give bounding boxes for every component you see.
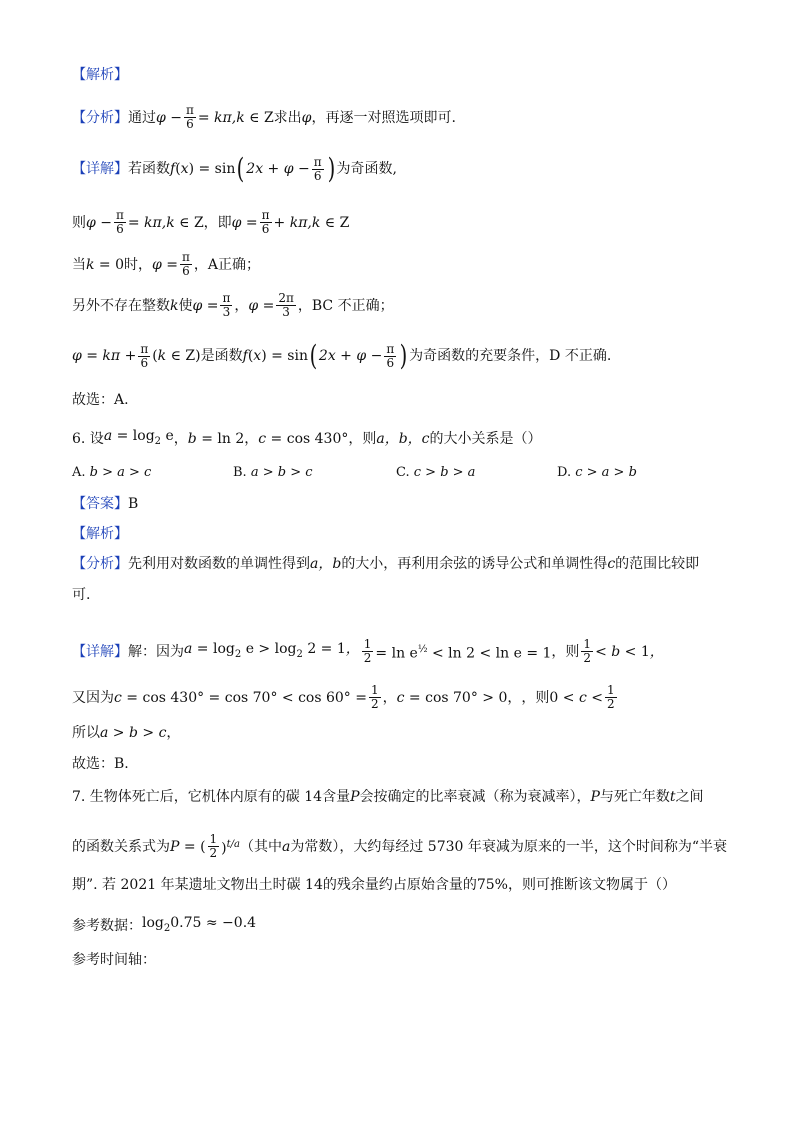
solution-line: 又因为 c = cos 430° = cos 70° < cos 60° = $\frac{1}{2}$ ， c = cos 70° > 0 ， ，则 0 < c < $\frac{1}{2}$: [72, 683, 615, 711]
answer-6: 【答案】 B: [72, 496, 139, 512]
solution-line: 所以 a > b > c ，: [72, 725, 181, 741]
option-d: D. c > a > b: [557, 465, 637, 480]
solution-line: 则 φ − $\frac{\pi}{6}$ = kπ,k ∈ Z ，即 φ = $\frac{\pi}{6}$ + kπ,k ∈ Z: [72, 208, 350, 236]
conclusion: 故选：B.: [72, 756, 129, 772]
question-7-stem: 期”. 若 2021 年某遗址文物出土时碳 14的残余量约占原始含量的 75% ，则可推断该文物属于（）: [72, 877, 676, 893]
solution-line: 当 k = 0 时， φ = $\frac{\pi}{6}$ ，A正确；: [72, 250, 261, 278]
solution-line: φ = kπ + $\frac{\pi}{6}$ (k ∈ Z) 是函数 f(x) = sin ( 2x + φ − $\frac{\pi}{6}$ ) 为奇函数的充要条件，D 不正确.: [72, 339, 612, 372]
formula: φ −: [156, 109, 182, 126]
analysis-line: 【分析】 通过 φ − $\frac{\pi}{6}$ = kπ,k ∈ Z 求出 φ ，再逐一对照选项即可.: [72, 103, 456, 131]
conclusion: 故选：A.: [72, 392, 129, 408]
formula: f(x) = sin: [170, 161, 236, 177]
fraction: $\frac{\pi}{6}$: [185, 103, 194, 131]
question-7-stem: 的函数关系式为 P = ( $\frac{1}{2}$ )$^{t/a}$ （其中 a 为常数），大约每经过 5730 年衰减为原来的一半，这个时间称为“半衰: [72, 832, 728, 860]
reference-timeline-label: 参考时间轴：: [72, 952, 156, 968]
option-a: A. b > a > c: [72, 465, 152, 480]
question-6-stem: 6. 设 $a = \log_2 e$ ， b = ln 2 ， c = cos 430° ，则 a，b，c 的大小关系是（）: [72, 428, 542, 447]
analysis-heading: 【解析】: [72, 67, 128, 83]
question-7-stem: 7. 生物体死亡后，它机体内原有的碳 14含量 P 会按确定的比率衰减（称为衰减率）， P 与死亡年数 t 之间: [72, 789, 704, 805]
option-c: C. c > b > a: [396, 465, 476, 480]
reference-data: 参考数据： $\log_20.75 \approx -0.4$: [72, 915, 257, 934]
solution-line: 【详解】 若函数 f(x) = sin ( 2x + φ − $\frac{\pi}{6}$ ) 为奇函数,: [72, 152, 397, 185]
solution-line: 【详解】 解：因为 $a = \log_2 e > \log_2 2 = 1$， $\frac{1}{2}$ = $\ln e^{\frac{1}{2}} < \ln 2 < \ln e = 1$ ，则 $\frac{1}{2}$ < b < 1，: [72, 637, 664, 665]
analysis-line: 【分析】 先利用对数函数的单调性得到 a，b 的大小，再利用余弦的诱导公式和单调性得 c 的范围比较即: [72, 556, 700, 572]
solution-line: 另外不存在整数 k 使 φ = $\frac{\pi}{3}$ ， φ = $\frac{2\pi}{3}$ ，BC 不正确；: [72, 291, 394, 319]
analysis-line: 可.: [72, 587, 91, 603]
analysis-heading: 【解析】: [72, 526, 128, 542]
option-b: B. a > b > c: [233, 465, 313, 480]
